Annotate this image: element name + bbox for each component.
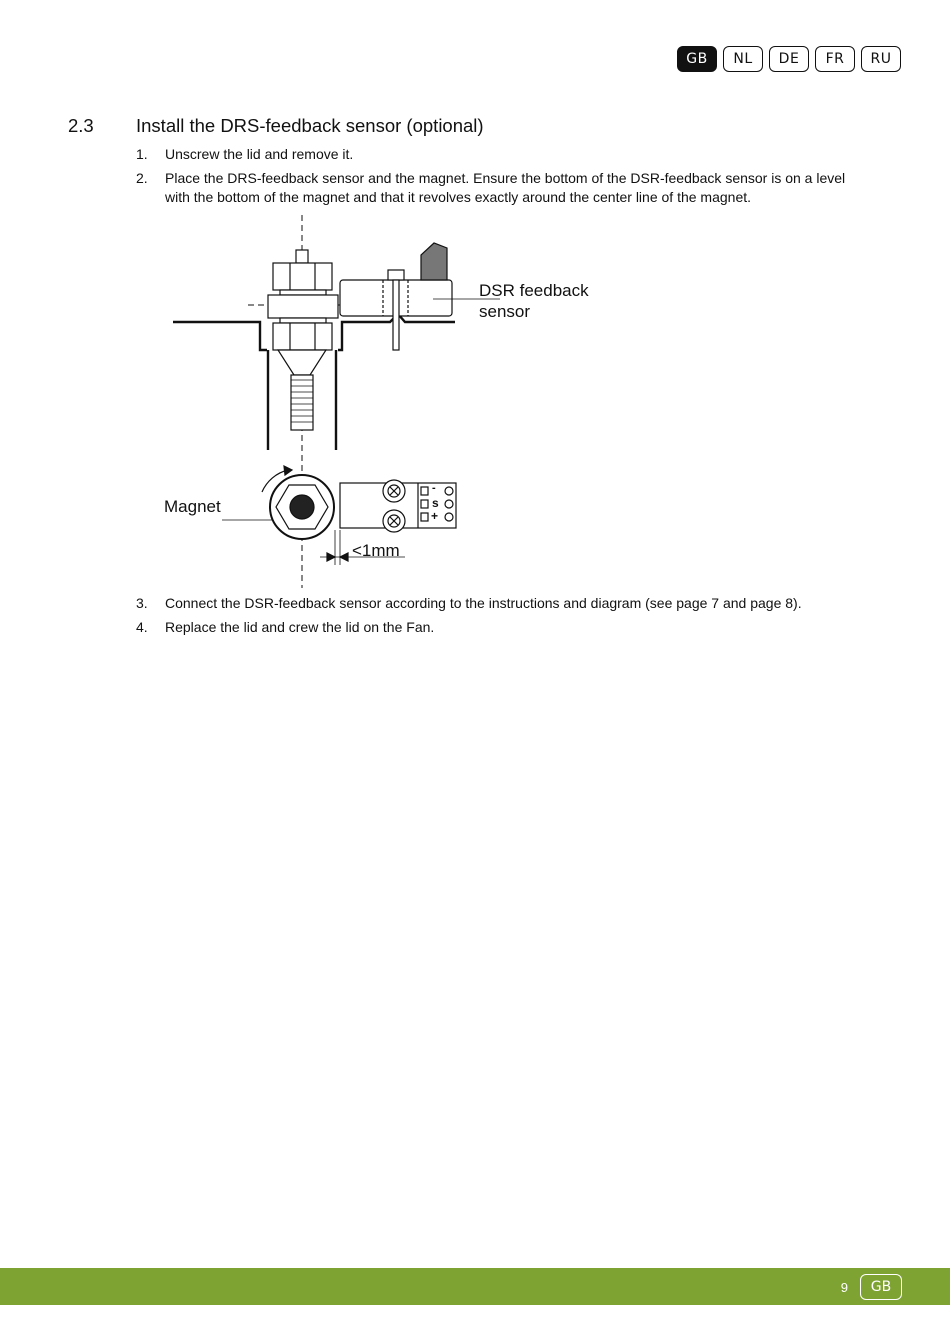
list-item [136,145,846,164]
section-number: 2.3 [68,115,94,136]
sensor-label [479,280,589,322]
sensor-label-line1: DSR feedback [479,281,589,300]
magnet-label: Magnet [164,497,221,516]
sensor-label-line2: sensor [479,302,531,321]
lang-tab-de[interactable]: DE [769,46,809,72]
lang-tab-fr[interactable]: FR [815,46,855,72]
terminal-plus-label: + [431,509,439,523]
lang-tab-gb[interactable]: GB [677,46,717,72]
step-text: Connect the DSR-feedback sensor according to the instructions and diagram (see page 7 and page 8). [165,595,802,611]
lang-tab-ru[interactable]: RU [861,46,901,72]
footer-language-tab: GB [860,1274,902,1300]
list-item [136,618,846,637]
steps-before-list [136,145,846,212]
step-number: 2. [136,170,148,186]
terminal-s-label: s [432,496,439,510]
step-number: 1. [136,146,148,162]
footer-bar [0,1268,950,1305]
language-tabs [677,46,901,72]
section-title: Install the DRS-feedback sensor (optional) [136,115,484,136]
step-text: Replace the lid and crew the lid on the Fan. [165,619,435,635]
step-number: 3. [136,595,148,611]
lang-tab-nl[interactable]: NL [723,46,763,72]
installation-drawing [150,210,620,595]
step-text: Unscrew the lid and remove it. [165,146,354,162]
list-item [136,169,846,207]
list-item [136,594,846,613]
page-number: 9 [840,1280,848,1295]
step-text: Place the DRS-feedback sensor and the magnet. Ensure the bottom of the DSR-feedback sensor is on a level with the bottom of the magnet and that it revolves exactly around the center line of the magnet. [165,170,846,205]
steps-after-list [136,594,846,642]
gap-label: <1mm [352,541,400,560]
installation-diagram [150,210,620,595]
step-number: 4. [136,619,148,635]
terminal-minus-label: - [432,482,436,494]
